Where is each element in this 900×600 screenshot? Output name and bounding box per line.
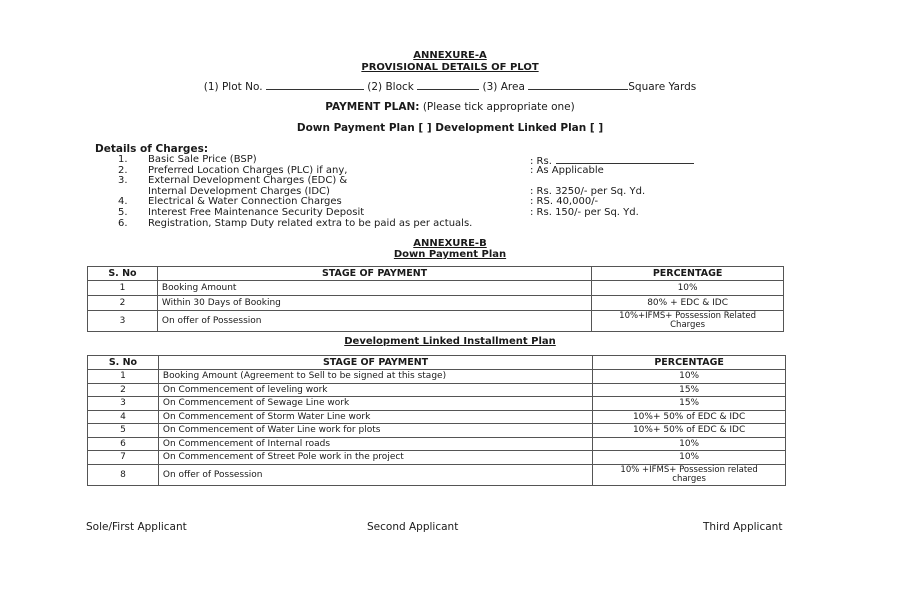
stage-cell: On Commencement of Internal roads (158, 437, 592, 451)
table-row (88, 424, 786, 438)
sno-cell: 2 (88, 383, 159, 397)
sno-cell: 3 (88, 397, 159, 411)
percentage-cell: 10% (593, 437, 786, 451)
stage-cell: On Commencement of leveling work (158, 383, 592, 397)
area-unit: Square Yards (628, 81, 697, 93)
charge-value: : RS. 40,000/- (530, 196, 599, 208)
table-row (88, 296, 784, 311)
payment-plan-note: (Please tick appropriate one) (422, 101, 575, 113)
table-row (88, 397, 786, 411)
charge-text: External Development Charges (EDC) & (148, 175, 348, 187)
second-applicant-signature: Second Applicant (367, 521, 459, 533)
percentage-cell: 10% (593, 370, 786, 384)
percentage-cell: 10% (593, 451, 786, 465)
charge-number: 4. (118, 196, 128, 208)
provisional-details-title: PROVISIONAL DETAILS OF PLOT (361, 62, 539, 73)
percentage-header: PERCENTAGE (593, 356, 786, 370)
sno-cell: 5 (88, 424, 159, 438)
percentage-cell: 10% +IFMS+ Possession related charges (593, 464, 786, 485)
sno-cell: 6 (88, 437, 159, 451)
percentage-cell: 10%+ 50% of EDC & IDC (593, 424, 786, 438)
sno-cell: 4 (88, 410, 159, 424)
block-blank (417, 80, 479, 90)
plot-details-line (0, 80, 900, 93)
stage-cell: On offer of Possession (157, 311, 591, 332)
table-row (88, 451, 786, 465)
plot-no-label: (1) Plot No. (203, 81, 263, 93)
charge-number: 5. (118, 206, 128, 218)
stage-cell: Within 30 Days of Booking (157, 296, 591, 311)
percentage-cell: 10% (592, 281, 784, 296)
sno-cell: 3 (88, 311, 158, 332)
charge-text: Interest Free Maintenance Security Deposit (148, 206, 365, 218)
annexure-b-title: ANNEXURE-B (413, 238, 487, 249)
table-row (88, 281, 784, 296)
percentage-cell: 15% (593, 383, 786, 397)
development-linked-plan-title: Development Linked Installment Plan (344, 336, 556, 347)
charge-number: 2. (118, 164, 128, 176)
table-row (88, 311, 784, 332)
table-row (88, 370, 786, 384)
stage-header: STAGE OF PAYMENT (158, 356, 592, 370)
payment-plan-label: PAYMENT PLAN: (325, 101, 420, 113)
development-linked-table (87, 355, 786, 486)
bsp-blank (556, 155, 694, 164)
charge-text: Registration, Stamp Duty related extra to be paid as per actuals. (148, 217, 473, 229)
payment-plan-options: Down Payment Plan [ ] Development Linked Plan [ ] (296, 122, 604, 134)
details-of-charges-title: Details of Charges: (95, 143, 209, 155)
charge-number: 6. (118, 217, 128, 229)
sno-cell: 2 (88, 296, 158, 311)
stage-cell: On Commencement of Street Pole work in the project (158, 451, 592, 465)
charge-text: Basic Sale Price (BSP) (148, 154, 257, 165)
area-label: (3) Area (482, 81, 525, 93)
down-payment-table (87, 266, 784, 332)
sno-header: S. No (88, 356, 159, 370)
area-blank (528, 80, 628, 90)
stage-cell: On Commencement of Water Line work for plots (158, 424, 592, 438)
charge-item (118, 219, 472, 230)
block-label: (2) Block (367, 81, 414, 93)
table-header-row (88, 356, 786, 370)
table-row (88, 464, 786, 485)
charge-value-text: : Rs. (530, 156, 552, 167)
percentage-cell: 15% (593, 397, 786, 411)
sno-cell: 1 (88, 281, 158, 296)
payment-plan-line (0, 101, 900, 113)
table-header-row (88, 267, 784, 281)
plot-no-blank (266, 80, 364, 90)
sno-cell: 7 (88, 451, 159, 465)
charges-list (118, 154, 646, 229)
stage-header: STAGE OF PAYMENT (157, 267, 591, 281)
stage-cell: Booking Amount (157, 281, 591, 296)
table-row (88, 437, 786, 451)
charge-number: 3. (118, 175, 128, 187)
third-applicant-signature: Third Applicant (703, 521, 783, 533)
stage-cell: On Commencement of Storm Water Line work (158, 410, 592, 424)
charge-value: : Rs. 150/- per Sq. Yd. (530, 206, 639, 218)
charge-value: : As Applicable (530, 164, 604, 176)
sno-cell: 1 (88, 370, 159, 384)
stage-cell: Booking Amount (Agreement to Sell to be signed at this stage) (158, 370, 592, 384)
percentage-cell: 80% + EDC & IDC (592, 296, 784, 311)
sno-header: S. No (88, 267, 158, 281)
first-applicant-signature: Sole/First Applicant (86, 521, 187, 533)
percentage-cell: 10%+IFMS+ Possession Related Charges (592, 311, 784, 332)
charge-text: Preferred Location Charges (PLC) if any, (148, 164, 348, 176)
sno-cell: 8 (88, 464, 159, 485)
charge-value: : Rs. 3250/- per Sq. Yd. (530, 185, 646, 197)
stage-cell: On offer of Possession (158, 464, 592, 485)
charge-text: Electrical & Water Connection Charges (148, 196, 342, 208)
table-row (88, 383, 786, 397)
annexure-a-title: ANNEXURE-A (413, 50, 487, 61)
percentage-header: PERCENTAGE (592, 267, 784, 281)
table-row (88, 410, 786, 424)
charge-text: Internal Development Charges (IDC) (148, 185, 330, 197)
down-payment-plan-title: Down Payment Plan (393, 249, 507, 260)
percentage-cell: 10%+ 50% of EDC & IDC (593, 410, 786, 424)
charge-number: 1. (118, 154, 128, 165)
stage-cell: On Commencement of Sewage Line work (158, 397, 592, 411)
